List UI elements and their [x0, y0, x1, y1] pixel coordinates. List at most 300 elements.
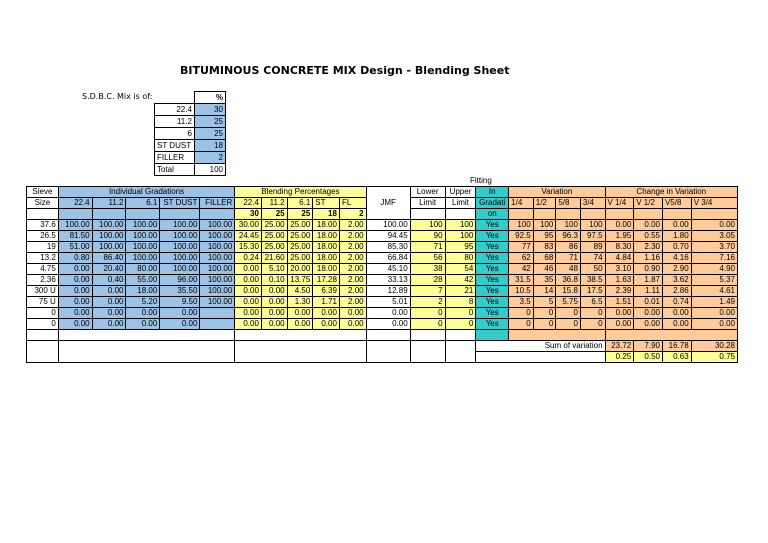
variation-value: 89 — [580, 242, 605, 253]
blend-value: 18.00 — [313, 242, 340, 253]
change-col-header: V 3/4 — [691, 198, 737, 209]
blend-value: 25.00 — [261, 220, 287, 231]
mix-row-value: 2 — [194, 152, 225, 164]
jmf-value: 85.30 — [366, 242, 410, 253]
blank-cell — [92, 209, 126, 220]
change-value: 0.74 — [662, 297, 691, 308]
blend-value: 2.00 — [339, 253, 366, 264]
sum-value: 30.28 — [691, 341, 737, 352]
table-row — [27, 220, 738, 231]
lower-limit-value: 100 — [410, 220, 445, 231]
blank-cell — [126, 209, 160, 220]
blend-value: 0.00 — [235, 264, 262, 275]
individual-value: 100.00 — [160, 231, 200, 242]
jmf-value: 94.45 — [366, 231, 410, 242]
individual-value: 0.00 — [92, 297, 126, 308]
blend-value: 20.00 — [287, 264, 313, 275]
variation-value: 71 — [556, 253, 581, 264]
upper-limit-value: 54 — [445, 264, 476, 275]
jmf-value: 0.00 — [366, 308, 410, 319]
blank-cell — [580, 209, 605, 220]
blank-cell — [200, 209, 235, 220]
sum-value: 16.78 — [662, 341, 691, 352]
variation-value: 0 — [556, 308, 581, 319]
individual-value: 100.00 — [200, 220, 235, 231]
individual-gradations-header: Individual Gradations — [58, 187, 234, 198]
fitting-value: Yes — [476, 275, 509, 286]
variation-value: 42 — [509, 264, 534, 275]
mix-row-value: 100 — [194, 164, 225, 176]
individual-col-header: ST DUST — [160, 198, 200, 209]
variation-col-header: 1/4 — [509, 198, 534, 209]
change-value: 4.84 — [605, 253, 634, 264]
mix-row-label: 11.2 — [155, 116, 195, 128]
variation-value: 68 — [533, 253, 556, 264]
mix-row-label: 22.4 — [155, 104, 195, 116]
individual-value: 100.00 — [126, 231, 160, 242]
change-value: 0.01 — [634, 297, 663, 308]
sum-of-variation-label: Sum of variation — [476, 341, 605, 352]
change-value: 0.00 — [662, 308, 691, 319]
blend-value: 2.00 — [339, 220, 366, 231]
individual-value: 0.00 — [58, 275, 92, 286]
change-value: 8.30 — [605, 242, 634, 253]
variation-value: 86 — [556, 242, 581, 253]
variation-value: 100 — [556, 220, 581, 231]
table-row — [27, 231, 738, 242]
change-col-header: V 1/4 — [605, 198, 634, 209]
individual-value: 5.20 — [126, 297, 160, 308]
individual-value: 100.00 — [160, 264, 200, 275]
variation-value: 0 — [580, 308, 605, 319]
upper-limit-value: 8 — [445, 297, 476, 308]
sieve-size: 0 — [27, 319, 59, 330]
blend-pct: 25 — [261, 209, 287, 220]
avg-value: 0.50 — [634, 352, 663, 363]
change-value: 4.16 — [662, 253, 691, 264]
variation-col-header: 5/8 — [556, 198, 581, 209]
page-title: BITUMINOUS CONCRETE MIX Design - Blending Sheet — [180, 64, 510, 77]
individual-col-header: 6.1 — [126, 198, 160, 209]
individual-value: 81.50 — [58, 231, 92, 242]
variation-value: 6.5 — [580, 297, 605, 308]
blend-value: 0.00 — [261, 319, 287, 330]
mix-row-value: 25 — [194, 116, 225, 128]
blend-value: 0.00 — [261, 286, 287, 297]
variation-value: 5.75 — [556, 297, 581, 308]
change-value: 0.90 — [634, 264, 663, 275]
change-value: 5.37 — [691, 275, 737, 286]
change-value: 0.00 — [634, 308, 663, 319]
lower-limit-value: 56 — [410, 253, 445, 264]
individual-value: 100.00 — [160, 220, 200, 231]
variation-value: 3.5 — [509, 297, 534, 308]
blend-col-header: 6.1 — [287, 198, 313, 209]
change-value: 2.39 — [605, 286, 634, 297]
lower-limit-value: 28 — [410, 275, 445, 286]
change-value: 1.80 — [662, 231, 691, 242]
blend-value: 25.00 — [287, 253, 313, 264]
change-value: 3.05 — [691, 231, 737, 242]
mix-proportion-table — [154, 91, 226, 176]
individual-col-header: 11.2 — [92, 198, 126, 209]
blend-value: 0.00 — [235, 286, 262, 297]
variation-value: 74 — [580, 253, 605, 264]
mix-row — [155, 152, 226, 164]
variation-value: 0 — [533, 319, 556, 330]
variation-value: 0 — [580, 319, 605, 330]
individual-value: 0.00 — [160, 308, 200, 319]
blend-value: 18.00 — [313, 253, 340, 264]
blend-value: 0.00 — [313, 319, 340, 330]
blend-value: 25.00 — [287, 231, 313, 242]
mix-row-value: 30 — [194, 104, 225, 116]
blend-value: 21.60 — [261, 253, 287, 264]
individual-value: 0.00 — [58, 319, 92, 330]
upper-limit-value: 95 — [445, 242, 476, 253]
variation-value: 5 — [533, 297, 556, 308]
upper-limit-value: 80 — [445, 253, 476, 264]
avg-value: 0.63 — [662, 352, 691, 363]
blend-value: 2.00 — [339, 264, 366, 275]
individual-value: 100.00 — [200, 286, 235, 297]
change-value: 2.30 — [634, 242, 663, 253]
variation-value: 36.8 — [556, 275, 581, 286]
blend-pct: 2 — [339, 209, 366, 220]
blank-cell — [556, 209, 581, 220]
change-value: 0.00 — [605, 220, 634, 231]
upper-limit-value: 21 — [445, 286, 476, 297]
sum-value: 23.72 — [605, 341, 634, 352]
upper-limit-value: 0 — [445, 308, 476, 319]
avg-value: 0.25 — [605, 352, 634, 363]
individual-value: 0.00 — [58, 297, 92, 308]
blend-value: 0.00 — [235, 297, 262, 308]
individual-value: 0.00 — [58, 264, 92, 275]
sum-value: 7.90 — [634, 341, 663, 352]
individual-value: 0.00 — [58, 286, 92, 297]
jmf-value: 33.13 — [366, 275, 410, 286]
blend-value: 0.00 — [235, 319, 262, 330]
change-value: 2.90 — [662, 264, 691, 275]
individual-value: 0.00 — [58, 308, 92, 319]
fitting-value: Yes — [476, 286, 509, 297]
blend-value: 0.00 — [313, 308, 340, 319]
variation-value: 96.3 — [556, 231, 581, 242]
jmf-value: 5.01 — [366, 297, 410, 308]
variation-value: 17.5 — [580, 286, 605, 297]
lower-limit-value: 7 — [410, 286, 445, 297]
blank-cell — [662, 209, 691, 220]
individual-value: 0.00 — [92, 308, 126, 319]
individual-value: 35.50 — [160, 286, 200, 297]
individual-value: 100.00 — [200, 264, 235, 275]
variation-value: 31.5 — [509, 275, 534, 286]
individual-value: 100.00 — [92, 231, 126, 242]
variation-value: 0 — [533, 308, 556, 319]
blend-value: 25.00 — [261, 231, 287, 242]
table-row — [27, 286, 738, 297]
variation-value: 62 — [509, 253, 534, 264]
mix-row-value: 18 — [194, 140, 225, 152]
blank-cell — [634, 209, 663, 220]
variation-value: 14 — [533, 286, 556, 297]
blend-value: 2.00 — [339, 297, 366, 308]
fitting-value: Yes — [476, 220, 509, 231]
individual-value: 100.00 — [160, 253, 200, 264]
variation-value: 83 — [533, 242, 556, 253]
lower-limit-value: 90 — [410, 231, 445, 242]
blend-value: 2.00 — [339, 275, 366, 286]
individual-col-header: FILLER — [200, 198, 235, 209]
lower-limit-value: 2 — [410, 297, 445, 308]
blend-value: 0.00 — [339, 319, 366, 330]
change-value: 1.51 — [605, 297, 634, 308]
change-value: 2.86 — [662, 286, 691, 297]
individual-value: 96.00 — [160, 275, 200, 286]
individual-value: 0.40 — [92, 275, 126, 286]
blend-value: 18.00 — [313, 231, 340, 242]
blend-value: 0.00 — [261, 297, 287, 308]
fitting-value: Yes — [476, 253, 509, 264]
size-header: Size — [27, 198, 59, 209]
blend-value: 0.00 — [261, 308, 287, 319]
individual-value: 20.40 — [92, 264, 126, 275]
change-value: 0.00 — [605, 319, 634, 330]
blend-value: 2.00 — [339, 242, 366, 253]
individual-value: 100.00 — [126, 220, 160, 231]
individual-value: 100.00 — [126, 242, 160, 253]
blend-value: 2.00 — [339, 286, 366, 297]
individual-value: 100.00 — [92, 242, 126, 253]
sieve-size: 4.75 — [27, 264, 59, 275]
change-value: 1.87 — [634, 275, 663, 286]
lower-limit-header: Lower — [410, 187, 445, 198]
mix-header: % — [194, 92, 225, 104]
upper-limit-sub: Limit — [445, 198, 476, 209]
variation-value: 92.5 — [509, 231, 534, 242]
change-col-header: V5/8 — [662, 198, 691, 209]
jmf-value: 100.00 — [366, 220, 410, 231]
mix-row-label: Total — [155, 164, 195, 176]
table-row — [27, 308, 738, 319]
variation-value: 77 — [509, 242, 534, 253]
change-value: 1.11 — [634, 286, 663, 297]
jmf-value: 66.84 — [366, 253, 410, 264]
change-value: 0.00 — [662, 319, 691, 330]
fitting-value: Yes — [476, 308, 509, 319]
individual-value: 51.00 — [58, 242, 92, 253]
mix-row — [155, 128, 226, 140]
variation-col-header: 1/2 — [533, 198, 556, 209]
blend-value: 0.24 — [235, 253, 262, 264]
blend-value: 0.00 — [339, 308, 366, 319]
blank-cell — [58, 209, 92, 220]
mix-label: S.D.B.C. Mix is of: — [82, 92, 153, 101]
individual-value — [200, 308, 235, 319]
blend-value: 30.00 — [235, 220, 262, 231]
sieve-size: 26.5 — [27, 231, 59, 242]
blend-col-header: 11.2 — [261, 198, 287, 209]
blend-value: 1.30 — [287, 297, 313, 308]
sieve-size: 75 U — [27, 297, 59, 308]
upper-limit-header: Upper — [445, 187, 476, 198]
blend-value: 24.45 — [235, 231, 262, 242]
blend-value: 0.10 — [261, 275, 287, 286]
blend-value: 5.10 — [261, 264, 287, 275]
change-col-header: V 1/2 — [634, 198, 663, 209]
mix-row — [155, 140, 226, 152]
fitting-sub: on — [476, 209, 509, 220]
change-value: 0.00 — [691, 220, 737, 231]
jmf-value: 12.89 — [366, 286, 410, 297]
blank-cell — [691, 209, 737, 220]
blank-cell — [160, 209, 200, 220]
lower-limit-value: 0 — [410, 308, 445, 319]
jmf-value: 45.10 — [366, 264, 410, 275]
lower-limit-sub: Limit — [410, 198, 445, 209]
variation-value: 35 — [533, 275, 556, 286]
individual-value: 0.00 — [92, 319, 126, 330]
table-row — [27, 264, 738, 275]
blend-pct: 18 — [313, 209, 340, 220]
individual-value: 100.00 — [58, 220, 92, 231]
sieve-header: Sieve — [27, 187, 59, 198]
sieve-size: 37.6 — [27, 220, 59, 231]
blend-value: 25.00 — [261, 242, 287, 253]
blending-table — [26, 186, 738, 363]
blend-value: 4.50 — [287, 286, 313, 297]
fitting-header: In — [476, 187, 509, 198]
fitting-value: Yes — [476, 264, 509, 275]
blending-percentages-header: Blending Percentages — [235, 187, 366, 198]
blend-col-header: ST — [313, 198, 340, 209]
blend-value: 1.71 — [313, 297, 340, 308]
variation-value: 48 — [556, 264, 581, 275]
change-value: 0.55 — [634, 231, 663, 242]
individual-value: 0.00 — [92, 286, 126, 297]
blend-value: 0.00 — [235, 275, 262, 286]
individual-value: 0.00 — [160, 319, 200, 330]
mix-row-label: FILLER — [155, 152, 195, 164]
mix-row — [155, 104, 226, 116]
individual-value: 100.00 — [200, 242, 235, 253]
change-variation-header: Change in Variation — [605, 187, 737, 198]
change-value: 0.00 — [634, 220, 663, 231]
change-value: 0.00 — [662, 220, 691, 231]
blend-value: 13.75 — [287, 275, 313, 286]
individual-value: 18.00 — [126, 286, 160, 297]
blend-value: 17.28 — [313, 275, 340, 286]
variation-col-header: 3/4 — [580, 198, 605, 209]
individual-value: 100.00 — [92, 220, 126, 231]
fitting-value: Yes — [476, 319, 509, 330]
individual-value: 0.00 — [126, 319, 160, 330]
change-value: 7.16 — [691, 253, 737, 264]
jmf-header: JMF — [366, 187, 410, 220]
fitting-value: Yes — [476, 297, 509, 308]
change-value: 1.63 — [605, 275, 634, 286]
sieve-size: 300 U — [27, 286, 59, 297]
variation-value: 15.8 — [556, 286, 581, 297]
individual-value: 0.80 — [58, 253, 92, 264]
change-value: 1.49 — [691, 297, 737, 308]
change-value: 0.00 — [691, 308, 737, 319]
blend-value: 15.30 — [235, 242, 262, 253]
individual-col-header: 22.4 — [58, 198, 92, 209]
blend-value: 6.39 — [313, 286, 340, 297]
variation-value: 0 — [509, 308, 534, 319]
table-row — [27, 319, 738, 330]
blend-value: 18.00 — [313, 220, 340, 231]
table-row — [27, 242, 738, 253]
individual-value: 100.00 — [200, 297, 235, 308]
blank-cell — [509, 209, 534, 220]
fitting-top-label: Fitting — [470, 176, 492, 185]
change-value: 1.95 — [605, 231, 634, 242]
variation-value: 46 — [533, 264, 556, 275]
individual-value: 80.00 — [126, 264, 160, 275]
variation-value: 100 — [509, 220, 534, 231]
mix-row — [155, 164, 226, 176]
lower-limit-value: 71 — [410, 242, 445, 253]
variation-value: 0 — [509, 319, 534, 330]
variation-value: 97.5 — [580, 231, 605, 242]
variation-value: 38.5 — [580, 275, 605, 286]
change-value: 3.70 — [691, 242, 737, 253]
change-value: 0.70 — [662, 242, 691, 253]
individual-value: 100.00 — [200, 231, 235, 242]
lower-limit-value: 0 — [410, 319, 445, 330]
variation-value: 100 — [580, 220, 605, 231]
change-value: 1.16 — [634, 253, 663, 264]
variation-header: Variation — [509, 187, 605, 198]
fitting-value: Yes — [476, 231, 509, 242]
blend-value: 18.00 — [313, 264, 340, 275]
individual-value: 55.00 — [126, 275, 160, 286]
sieve-size: 0 — [27, 308, 59, 319]
avg-value: 0.75 — [691, 352, 737, 363]
blend-pct: 25 — [287, 209, 313, 220]
fitting-value: Yes — [476, 242, 509, 253]
change-value: 4.61 — [691, 286, 737, 297]
change-value: 3.62 — [662, 275, 691, 286]
blend-value: 0.00 — [287, 319, 313, 330]
mix-row-label: ST DUST — [155, 140, 195, 152]
upper-limit-value: 100 — [445, 231, 476, 242]
change-value: 3.10 — [605, 264, 634, 275]
sieve-size: 2.36 — [27, 275, 59, 286]
blend-value: 0.00 — [235, 308, 262, 319]
blend-value: 25.00 — [287, 242, 313, 253]
variation-value: 50 — [580, 264, 605, 275]
table-row — [27, 275, 738, 286]
mix-row-value: 25 — [194, 128, 225, 140]
lower-limit-value: 38 — [410, 264, 445, 275]
blend-pct: 30 — [235, 209, 262, 220]
variation-value: 10.5 — [509, 286, 534, 297]
blend-value: 0.00 — [287, 308, 313, 319]
individual-value: 9.50 — [160, 297, 200, 308]
blank-cell — [410, 209, 445, 220]
individual-value: 0.00 — [126, 308, 160, 319]
individual-value: 100.00 — [200, 253, 235, 264]
upper-limit-value: 42 — [445, 275, 476, 286]
mix-row-label: 6 — [155, 128, 195, 140]
individual-value: 86.40 — [92, 253, 126, 264]
change-value: 0.00 — [691, 319, 737, 330]
mix-row — [155, 116, 226, 128]
